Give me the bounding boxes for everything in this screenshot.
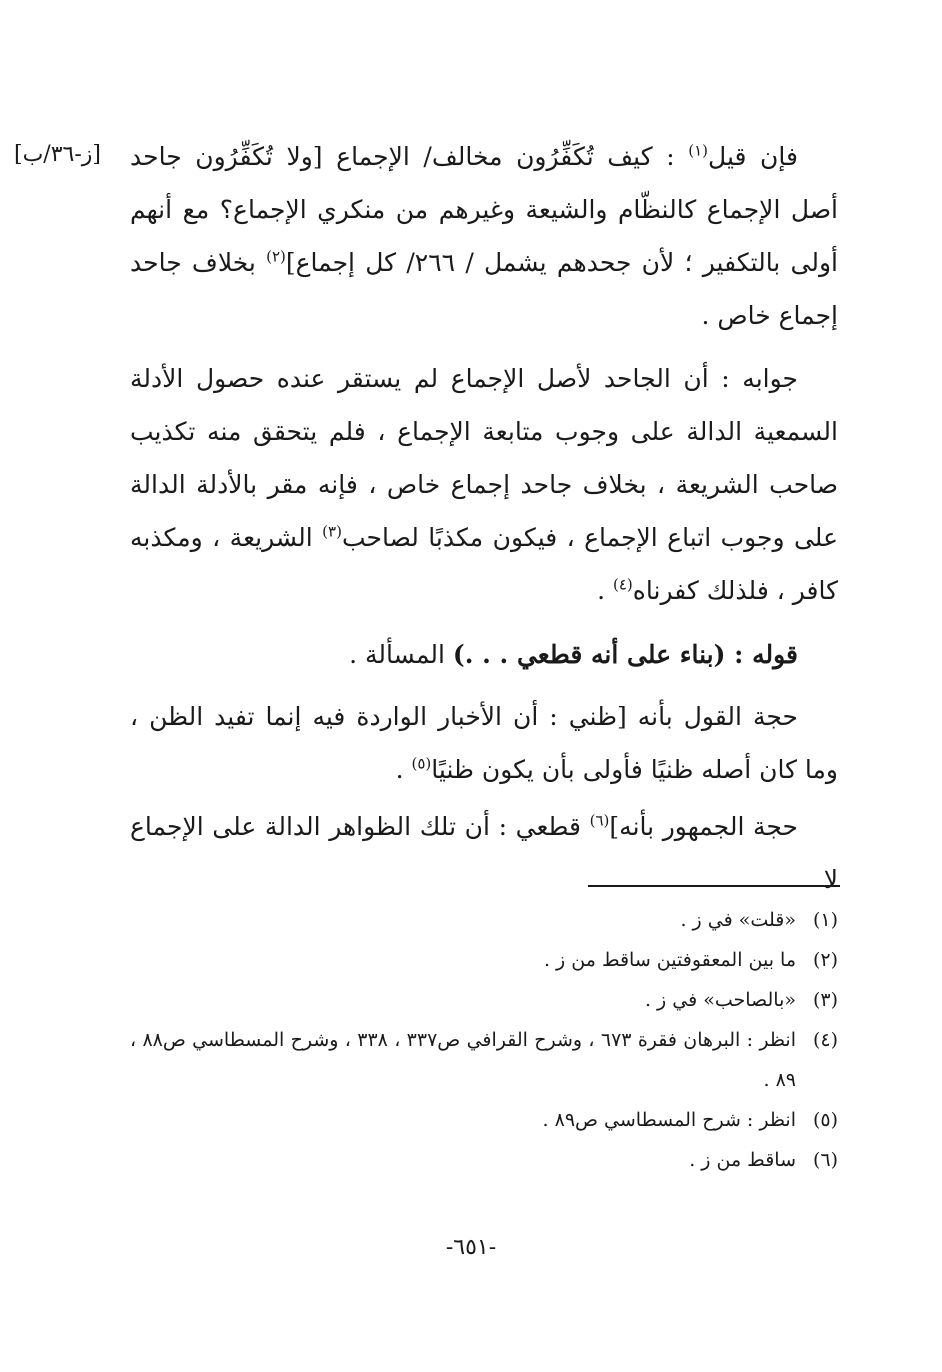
paragraph-2 — [130, 352, 838, 617]
paragraph-text: الشريعة ، ومكذبه كافر ، فلذلك كفرناه — [130, 523, 838, 605]
paragraph-text: فإن قيل — [708, 142, 798, 171]
footnote-ref[interactable]: (٤) — [612, 575, 633, 594]
footnote-text: «قلت» في ز . — [680, 909, 796, 931]
paragraph-text: بخلاف جاحد إجماع خاص . — [130, 248, 838, 330]
footnote-text: ساقط من ز . — [689, 1149, 796, 1171]
footnote-ref[interactable]: (٣) — [322, 522, 342, 541]
footnote — [130, 1140, 838, 1180]
paragraph-3 — [130, 628, 838, 681]
paragraph-text: قطعي : أن تلك الظواهر الدالة على الإجماع لا — [130, 812, 838, 894]
footnotes — [130, 900, 838, 1180]
footnote-number: (٣) — [812, 989, 838, 1011]
footnote — [130, 940, 838, 980]
paragraph-text: حجة الجمهور بأنه] — [609, 812, 799, 841]
footnote-separator — [588, 885, 840, 887]
footnote-ref[interactable]: (٦) — [589, 811, 610, 830]
footnote-number: (١) — [812, 909, 838, 931]
quoted-heading: قوله : (بناء على أنه قطعي . . .) — [452, 640, 798, 669]
footnote — [130, 900, 838, 940]
paragraph-text: جوابه : أن الجاحد لأصل الإجماع لم يستقر عنده حصول الأدلة السمعية الدالة على وجوب متابعة الإجماع ، فلم يتحقق منه تكذيب صاحب الشريعة ، بخلاف جاحد إجماع خاص ، فإنه مقر بالأدلة الدالة على وجوب اتباع الإجماع ، فيكون مكذبًا لصاحب — [130, 364, 838, 552]
footnote-ref[interactable]: (١) — [688, 141, 709, 160]
paragraph-text: حجة القول بأنه [ظني : أن الأخبار الواردة فيه إنما تفيد الظن ، وما كان أصله ظنيًا فأولى بأن يكون ظنيًا — [130, 702, 838, 784]
footnote-number: (٤) — [812, 1029, 838, 1051]
footnote-text: «بالصاحب» في ز . — [644, 989, 796, 1011]
paragraph-text: . — [395, 755, 412, 784]
margin-note: [ز-٣٦/ب] — [14, 142, 101, 167]
footnote — [130, 1100, 838, 1140]
footnote — [130, 980, 838, 1020]
footnote — [130, 1020, 838, 1100]
paragraph-text: : كيف تُكَفِّرُون مخالف/ الإجماع [ولا تُكَفِّرُون جاحد أصل الإجماع كالنظّام والشيعة وغيرهم من منكري الإجماع؟ مع أنهم أولى بالتكفير ؛ لأن جحدهم يشمل / ٢٦٦/ كل إجماع] — [130, 142, 838, 277]
footnote-number: (٥) — [812, 1109, 838, 1131]
footnote-number: (٦) — [812, 1149, 838, 1171]
paragraph-1 — [130, 130, 838, 342]
page-number: -٦٥١- — [445, 1235, 497, 1260]
footnote-ref[interactable]: (٢) — [266, 247, 286, 266]
footnote-text: ما بين المعقوفتين ساقط من ز . — [543, 949, 796, 971]
footnote-ref[interactable]: (٥) — [411, 754, 432, 773]
footnote-text: انظر : البرهان فقرة ٦٧٣ ، وشرح القرافي ص٣٣٧ ، ٣٣٨ ، وشرح المسطاسي ص٨٨ ، ٨٩ . — [130, 1029, 796, 1091]
paragraph-text: المسألة . — [349, 640, 453, 669]
paragraph-5 — [130, 800, 838, 906]
footnote-text: انظر : شرح المسطاسي ص٨٩ . — [542, 1109, 796, 1131]
paragraph-4 — [130, 690, 838, 796]
footnote-number: (٢) — [812, 949, 838, 971]
paragraph-text: . — [597, 576, 613, 605]
